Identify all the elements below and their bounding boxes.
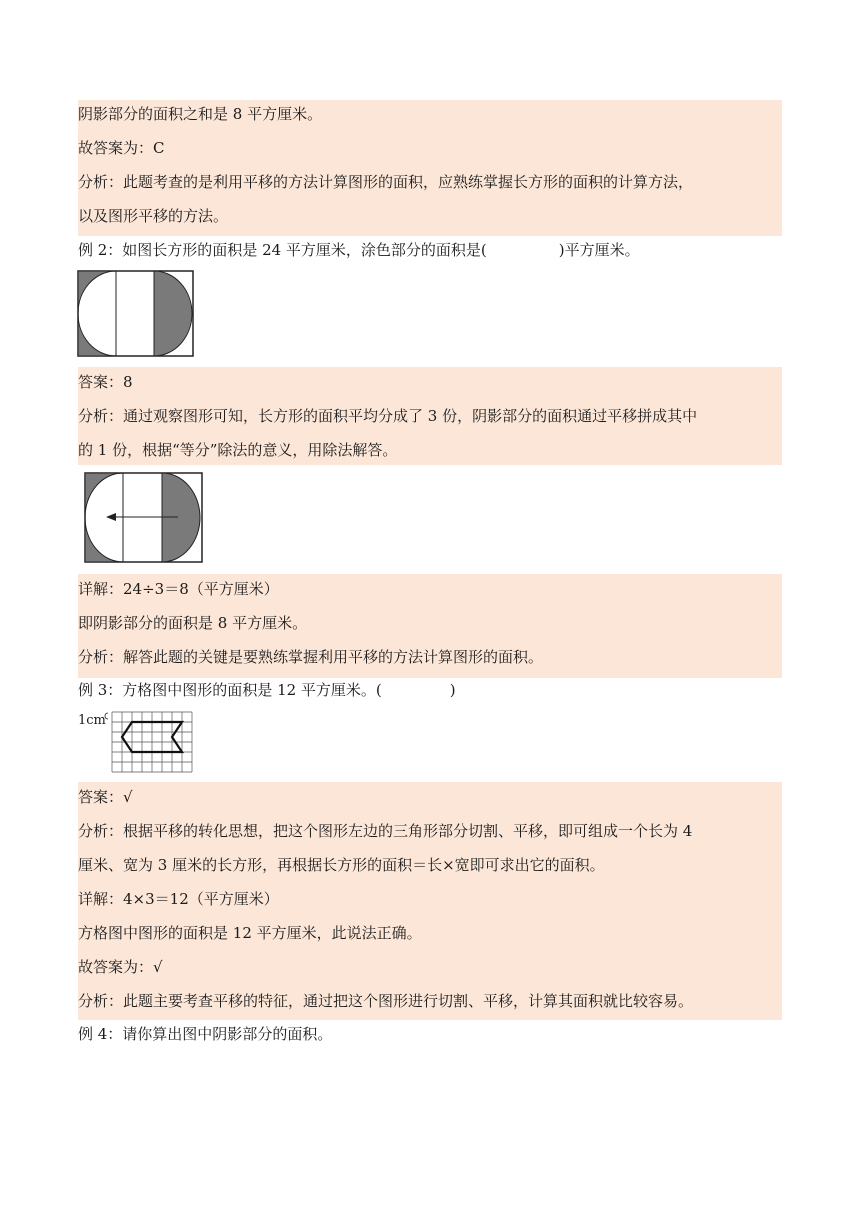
question-text: 例 3：方格图中图形的面积是 12 平方厘米。(	[78, 681, 382, 699]
example-3-question	[78, 678, 456, 702]
analysis-line: 厘米、宽为 3 厘米的长方形，再根据长方形的面积＝长×宽即可求出它的面积。	[78, 856, 605, 874]
text-line: 阴影部分的面积之和是 8 平方厘米。	[78, 105, 323, 123]
example-2-question	[78, 238, 640, 262]
analysis-line: 分析：此题考查的是利用平移的方法计算图形的面积，应熟练掌握长方形的面积的计算方法，	[78, 173, 694, 191]
question-text-end: )平方厘米。	[558, 241, 640, 259]
detail-line: 即阴影部分的面积是 8 平方厘米。	[78, 614, 308, 632]
answer-line: 答案：8	[78, 373, 133, 391]
analysis-line: 分析：通过观察图形可知，长方形的面积平均分成了 3 份，阴影部分的面积通过平移拼成其中	[78, 407, 698, 425]
detail-line: 详解：4×3＝12（平方厘米）	[78, 890, 279, 908]
question-text-end: )	[449, 681, 456, 699]
figure-rectangle-semicircles	[77, 270, 195, 358]
grid-scale-label: 1cm	[78, 713, 106, 728]
analysis-line: 分析：解答此题的关键是要熟练掌握利用平移的方法计算图形的面积。	[78, 648, 544, 666]
example-4-question: 例 4：请你算出图中阴影部分的面积。	[78, 1025, 333, 1043]
detail-line: 方格图中图形的面积是 12 平方厘米，此说法正确。	[78, 924, 422, 942]
analysis-line: 的 1 份，根据“等分”除法的意义，用除法解答。	[78, 441, 398, 459]
conclusion-line: 故答案为：√	[78, 958, 163, 976]
answer-line: 故答案为：C	[78, 139, 165, 157]
answer-line: 答案：√	[78, 788, 133, 806]
analysis-line: 分析：根据平移的转化思想，把这个图形左边的三角形部分切割、平移，即可组成一个长为 4	[78, 822, 693, 840]
question-text: 例 2：如图长方形的面积是 24 平方厘米，涂色部分的面积是(	[78, 241, 487, 259]
figure-translation-arrow	[82, 470, 206, 566]
analysis-line: 以及图形平移的方法。	[78, 207, 229, 225]
analysis-line: 分析：此题主要考查平移的特征，通过把这个图形进行切割、平移，计算其面积就比较容易。	[78, 992, 694, 1010]
detail-line: 详解：24÷3＝8（平方厘米）	[78, 580, 279, 598]
figure-grid-hexagon	[104, 711, 200, 773]
